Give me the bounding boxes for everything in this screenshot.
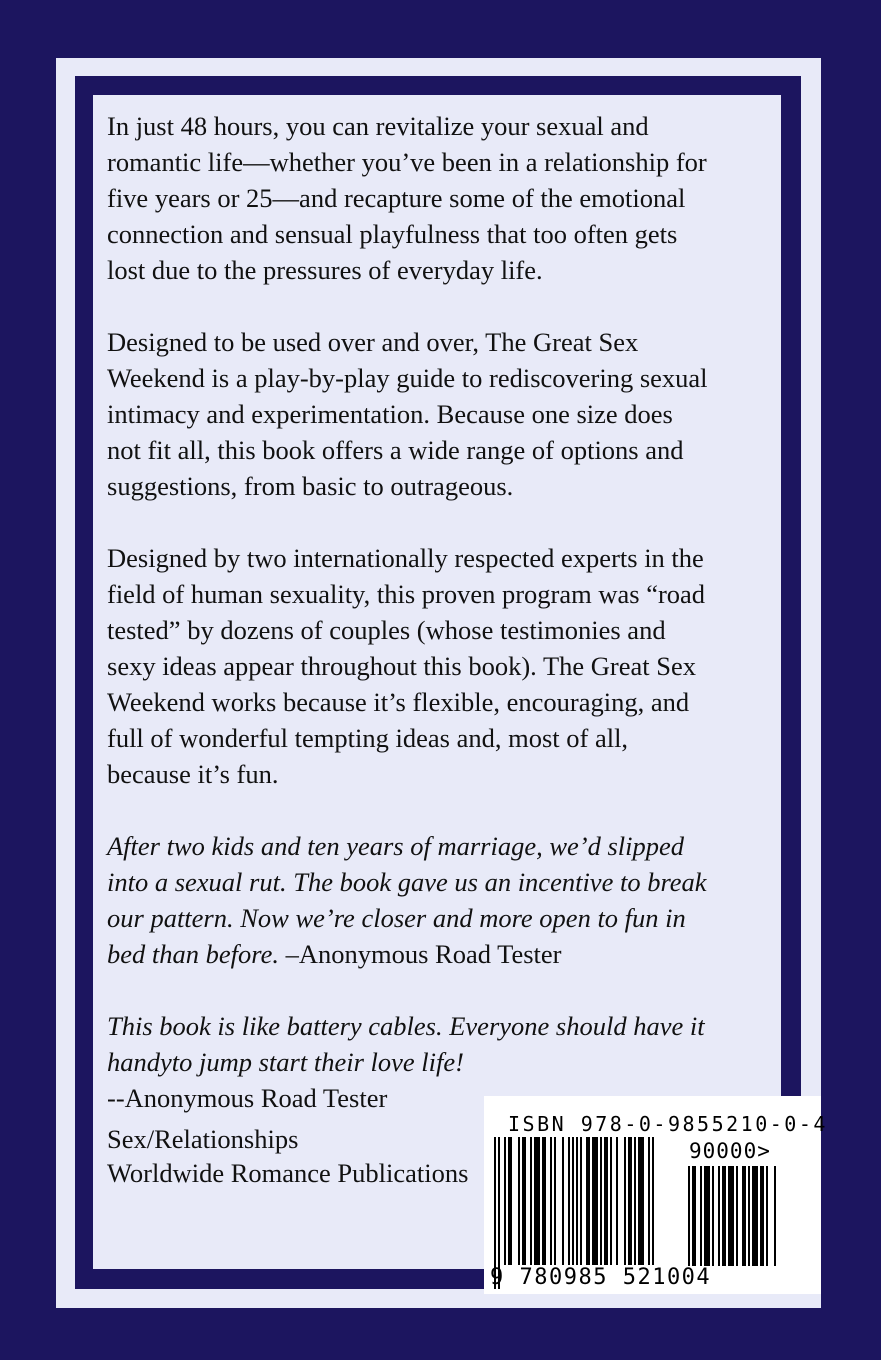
- publisher-name: Worldwide Romance Publications: [107, 1158, 469, 1188]
- category-label: Sex/Relationships: [107, 1124, 299, 1154]
- barcode-bar: [652, 1137, 654, 1265]
- barcode-bar: [616, 1137, 618, 1265]
- barcode-bar: [766, 1166, 768, 1266]
- barcode-bar: [568, 1137, 570, 1265]
- barcode-bar: [722, 1166, 726, 1266]
- barcode-bar: [572, 1137, 574, 1265]
- authors-paragraph: Designed by two internationally respected experts in the field of human sexuality, this proven program was “road tested” by dozens of couples (whose testimonies and sexy ideas appear throughout this book). The Great Sex Weekend works because it’s flexible, encouraging, and full of wonderful tempting ideas and, most of all, because it’s fun.: [107, 543, 706, 789]
- barcode-bar: [638, 1137, 644, 1265]
- testimonial-1-attribution: –Anonymous Road Tester: [285, 939, 562, 969]
- testimonial-2-quote: This book is like battery cables. Everyone should have it handyto jump start their love life!: [107, 1011, 705, 1077]
- barcode-bar: [692, 1166, 696, 1266]
- intro-paragraph: In just 48 hours, you can revitalize your sexual and romantic life—whether you’ve been in a relationship for five years or 25—and recapture some of the emotional connection and sensual playfulness that too often gets lost due to the pressures of everyday life.: [107, 111, 707, 285]
- testimonial-1: [107, 828, 767, 972]
- barcode-bar: [554, 1137, 556, 1265]
- barcode-bar: [586, 1137, 590, 1265]
- barcode-bar: [604, 1137, 608, 1265]
- back-cover-copy: [107, 108, 767, 1152]
- testimonial-2-attribution: --Anonymous Road Tester: [107, 1083, 388, 1113]
- barcode-bar: [634, 1137, 636, 1265]
- barcode-bar: [736, 1166, 738, 1266]
- barcode-bar: [742, 1166, 746, 1266]
- barcode-bar: [576, 1137, 578, 1265]
- ean-digits: 9 780985 521004: [490, 1265, 712, 1290]
- barcode-bar: [542, 1137, 546, 1265]
- barcode-bar: [752, 1166, 758, 1266]
- isbn-label: ISBN 978-0-9855210-0-4: [508, 1112, 828, 1136]
- price-code: 90000>: [689, 1139, 771, 1163]
- barcode-bar: [728, 1166, 734, 1266]
- barcode-bar: [530, 1137, 532, 1265]
- barcode-bar: [718, 1166, 720, 1266]
- barcode-bar: [704, 1166, 710, 1266]
- barcode-bar: [774, 1166, 776, 1266]
- barcode-bar: [624, 1137, 626, 1265]
- barcode-bar: [504, 1137, 506, 1265]
- barcode-bar: [628, 1137, 632, 1265]
- description-paragraph: Designed to be used over and over, The Great Sex Weekend is a play-by-play guide to rediscovering sexual intimacy and experimentation. Because one size does not fit all, this book offers a wide range of options and suggestions, from basic to outrageous.: [107, 327, 708, 501]
- barcode-bar: [518, 1137, 520, 1265]
- barcode-bar: [508, 1137, 512, 1265]
- testimonial-1-quote: After two kids and ten years of marriage, we’d slipped into a sexual rut. The book gave us an incentive to break our pattern. Now we’re closer and more open to fun in bed than before.: [107, 831, 707, 969]
- barcode-bar: [700, 1166, 702, 1266]
- barcode-bar: [600, 1137, 602, 1265]
- publisher-info: [107, 1122, 468, 1190]
- barcode-bar: [534, 1137, 540, 1265]
- barcode-bar: [760, 1166, 764, 1266]
- barcode-bar: [712, 1166, 714, 1266]
- barcode-bar: [550, 1137, 552, 1265]
- barcode-bar: [648, 1137, 650, 1265]
- barcode-bar: [688, 1166, 690, 1266]
- barcode-bar: [562, 1137, 564, 1265]
- barcode-bar: [580, 1137, 582, 1265]
- barcode-bar: [748, 1166, 750, 1266]
- barcode-bar: [522, 1137, 526, 1265]
- barcode-bar: [592, 1137, 598, 1265]
- barcode-bar: [610, 1137, 612, 1265]
